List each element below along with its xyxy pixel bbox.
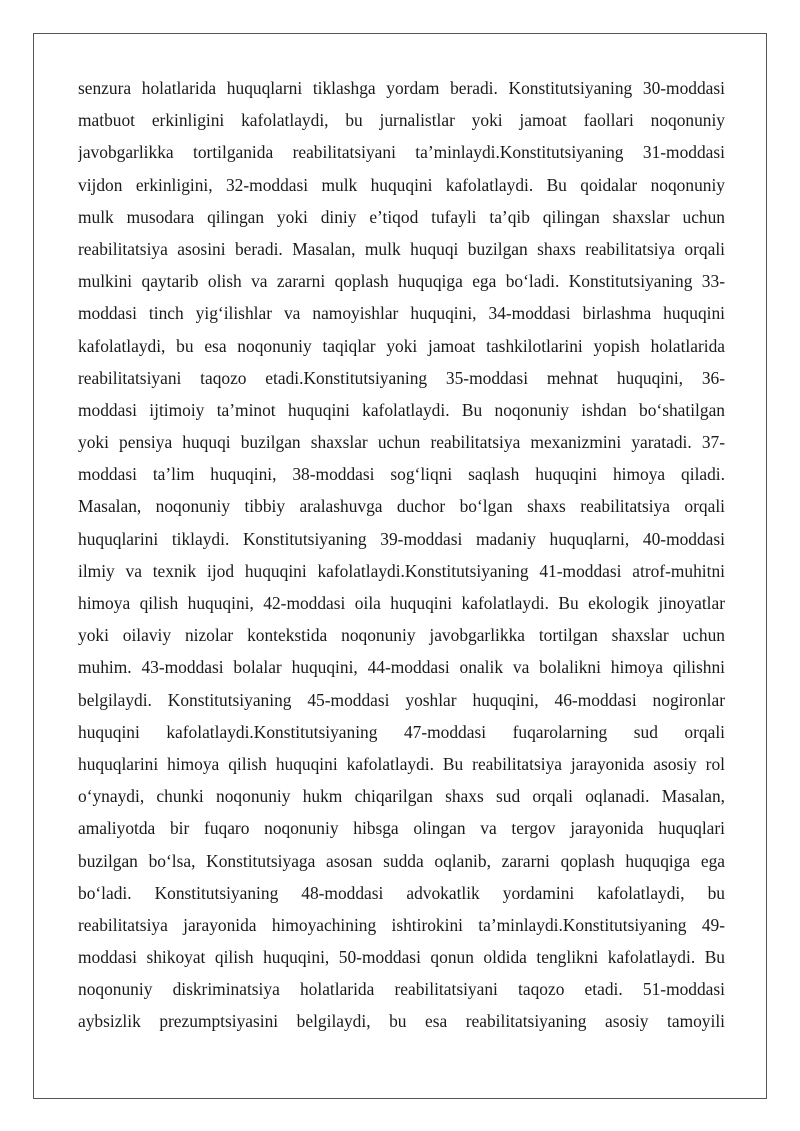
text-line: vijdon erkinligini, 32-moddasi mulk huquqini kafolatlaydi. Bu qoidalar noqonuniy bbox=[78, 174, 725, 195]
text-line: buzilgan bo‘lsa, Konstitutsiyaga asosan sudda oqlanib, zararni qoplash huquqiga ega bbox=[78, 850, 725, 871]
text-line: moddasi ijtimoiy ta’minot huquqini kafolatlaydi. Bu noqonuniy ishdan bo‘shatilgan bbox=[78, 399, 725, 420]
text-line: Masalan, noqonuniy tibbiy aralashuvga duchor bo‘lgan shaxs reabilitatsiya orqali bbox=[78, 496, 725, 517]
text-line: yoki pensiya huquqi buzilgan shaxslar uchun reabilitatsiya mexanizmini yaratadi. 37- bbox=[78, 432, 725, 453]
text-line: amaliyotda bir fuqaro noqonuniy hibsga olingan va tergov jarayonida huquqlari bbox=[78, 818, 725, 839]
text-line: moddasi tinch yig‘ilishlar va namoyishlar huquqini, 34-moddasi birlashma huquqini bbox=[78, 303, 725, 324]
text-line: himoya qilish huquqini, 42-moddasi oila huquqini kafolatlaydi. Bu ekologik jinoyatlar bbox=[78, 593, 725, 613]
text-line: bo‘ladi. Konstitutsiyaning 48-moddasi advokatlik yordamini kafolatlaydi, bu bbox=[78, 882, 725, 903]
text-line: huquqlarini tiklaydi. Konstitutsiyaning 39-moddasi madaniy huquqlarni, 40-moddasi bbox=[78, 528, 725, 549]
text-line: muhim. 43-moddasi bolalar huquqini, 44-moddasi onalik va bolalikni himoya qilishni bbox=[78, 657, 725, 678]
text-line: noqonuniy diskriminatsiya holatlarida reabilitatsiyani taqozo etadi. 51-moddasi bbox=[78, 979, 725, 1000]
text-line: aybsizlik prezumptsiyasini belgilaydi, bu esa reabilitatsiyaning asosiy tamoyili bbox=[78, 1011, 725, 1032]
text-line: reabilitatsiya jarayonida himoyachining ishtirokini ta’minlaydi.Konstitutsiyaning 49- bbox=[78, 914, 725, 935]
text-line: moddasi ta’lim huquqini, 38-moddasi sog‘liqni saqlash huquqini himoya qiladi. bbox=[78, 464, 725, 485]
text-line: matbuot erkinligini kafolatlaydi, bu jurnalistlar yoki jamoat faollari noqonuniy bbox=[78, 110, 725, 131]
text-line: reabilitatsiyani taqozo etadi.Konstitutsiyaning 35-moddasi mehnat huquqini, 36- bbox=[78, 367, 725, 388]
text-line: moddasi shikoyat qilish huquqini, 50-moddasi qonun oldida tenglikni kafolatlaydi. Bu bbox=[78, 947, 725, 968]
text-line: mulk musodara qilingan yoki diniy e’tiqod tufayli ta’qib qilingan shaxslar uchun bbox=[78, 206, 725, 227]
text-line: o‘ynaydi, chunki noqonuniy hukm chiqarilgan shaxs sud orqali oqlanadi. Masalan, bbox=[78, 786, 725, 807]
document-body bbox=[78, 72, 725, 1038]
text-line: belgilaydi. Konstitutsiyaning 45-moddasi yoshlar huquqini, 46-moddasi nogironlar bbox=[78, 689, 725, 710]
text-line: ilmiy va texnik ijod huquqini kafolatlaydi.Konstitutsiyaning 41-moddasi atrof-muhitni bbox=[78, 560, 725, 581]
text-line: yoki oilaviy nizolar kontekstida noqonuniy javobgarlikka tortilgan shaxslar uchun bbox=[78, 625, 725, 646]
text-line: kafolatlaydi, bu esa noqonuniy taqiqlar yoki jamoat tashkilotlarini yopish holatlarida bbox=[78, 335, 725, 356]
text-line: reabilitatsiya asosini beradi. Masalan, mulk huquqi buzilgan shaxs reabilitatsiya orqali bbox=[78, 238, 725, 259]
text-line: mulkini qaytarib olish va zararni qoplash huquqiga ega bo‘ladi. Konstitutsiyaning 33- bbox=[78, 271, 725, 292]
text-line: senzura holatlarida huquqlarni tiklashga yordam beradi. Konstitutsiyaning 30-moddasi bbox=[78, 78, 725, 98]
text-line: javobgarlikka tortilganida reabilitatsiyani ta’minlaydi.Konstitutsiyaning 31-moddasi bbox=[78, 142, 725, 163]
text-line: huquqlarini himoya qilish huquqini kafolatlaydi. Bu reabilitatsiya jarayonida asosiy rol bbox=[78, 753, 725, 774]
text-line: huquqini kafolatlaydi.Konstitutsiyaning 47-moddasi fuqarolarning sud orqali bbox=[78, 721, 725, 742]
